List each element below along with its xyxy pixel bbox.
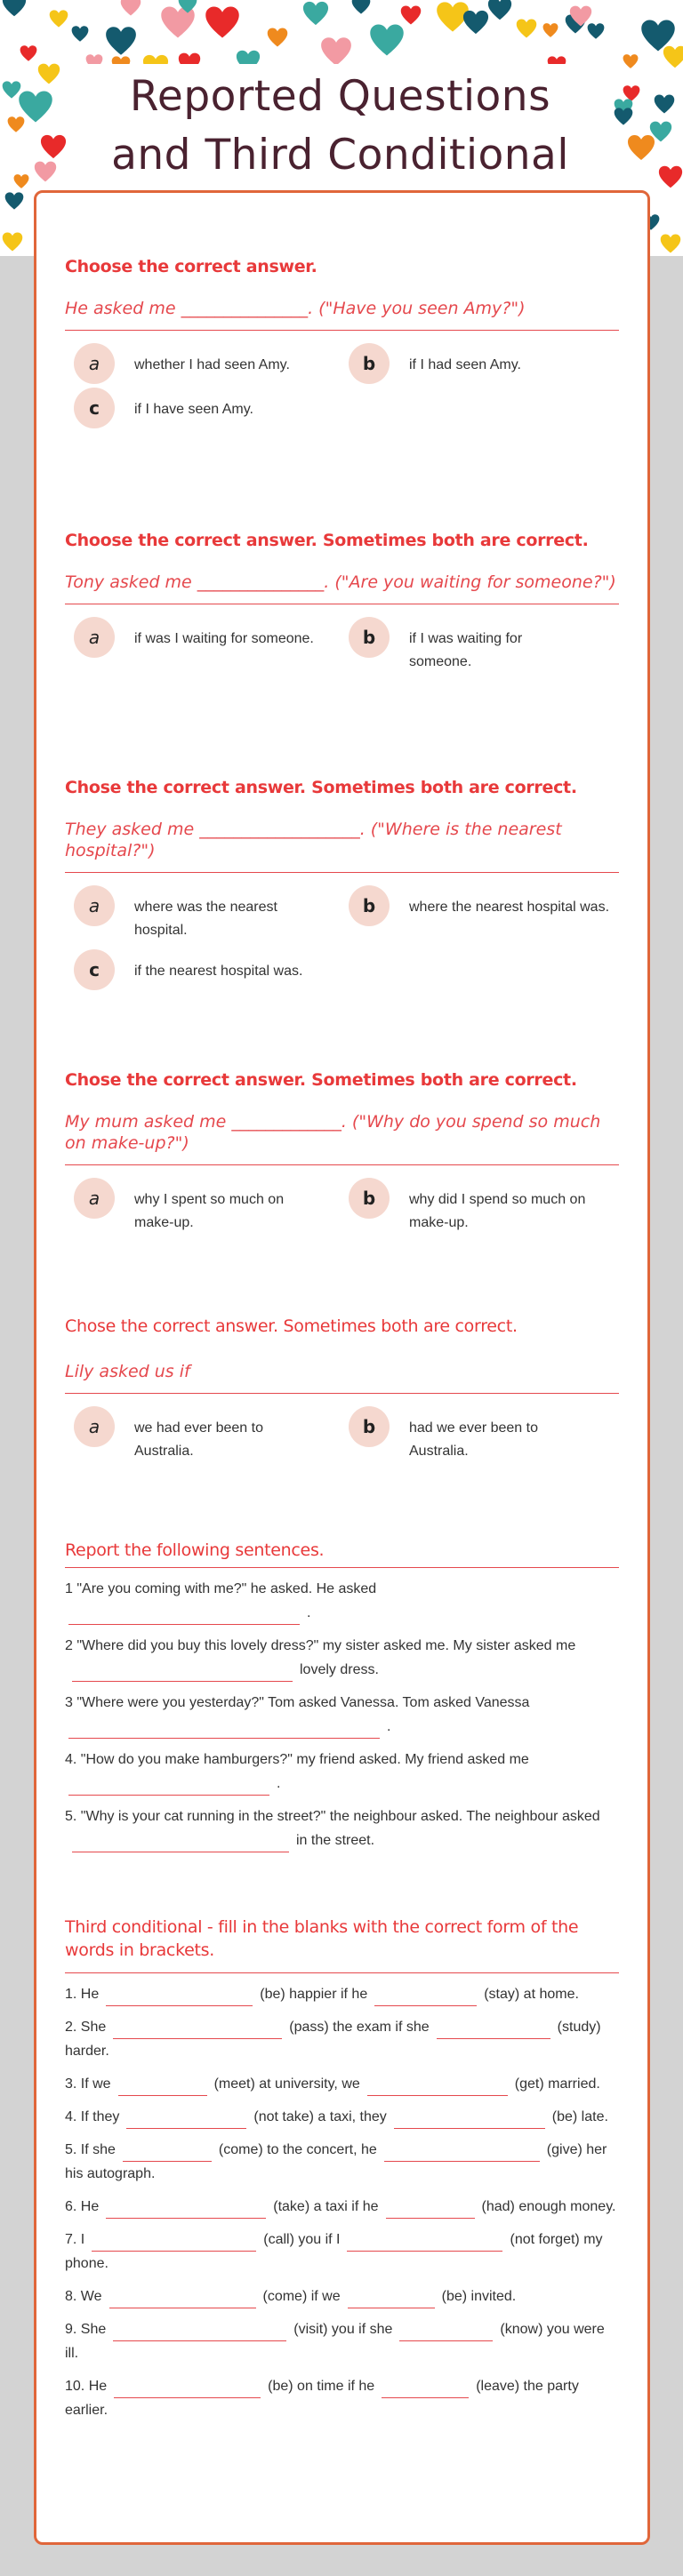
report-item-3 <box>65 1691 619 1739</box>
conditional-item-5 <box>65 2138 619 2186</box>
heart-icon <box>40 133 67 160</box>
mc-section-5 <box>65 1316 619 1460</box>
heart-icon <box>2 0 27 18</box>
answer-blank[interactable] <box>72 1835 289 1852</box>
item-text: (pass) the exam if she <box>289 2020 430 2035</box>
option-text: if the nearest hospital was. <box>134 964 303 979</box>
heart-icon <box>71 25 89 43</box>
heart-icon <box>7 116 25 133</box>
option-text: if I have seen Amy. <box>134 402 253 417</box>
section-title: Chose the correct answer. Sometimes both are correct. <box>65 778 577 797</box>
report-item-1 <box>65 1577 619 1625</box>
item-text: (be) late. <box>551 2109 608 2124</box>
item-text: 7. I <box>65 2232 85 2247</box>
option-text: if I had seen Amy. <box>409 357 521 372</box>
item-text: 4. If they <box>65 2109 120 2124</box>
question-text: Tony asked me _______________. ("Are you waiting for someone?") <box>65 572 619 604</box>
item-text: (get) married. <box>514 2076 600 2092</box>
page-title-line-1: Reported Questions <box>129 72 551 121</box>
answer-blank[interactable] <box>113 2021 282 2039</box>
item-text: 5. If she <box>65 2142 116 2157</box>
item-text: 8. We <box>65 2289 102 2304</box>
item-text: 1. He <box>65 1987 100 2002</box>
item-text: (had) enough money. <box>481 2199 616 2214</box>
item-text: (not forget) my phone. <box>65 2232 603 2271</box>
options <box>65 343 619 432</box>
answer-blank[interactable] <box>68 1607 300 1625</box>
report-item-2 <box>65 1634 619 1682</box>
option-letter-badge[interactable]: a <box>74 1406 115 1447</box>
conditional-item-3 <box>65 2072 619 2096</box>
answer-blank[interactable] <box>114 2380 261 2398</box>
heart-icon <box>267 27 288 48</box>
heart-icon <box>2 231 23 252</box>
heart-icon <box>20 44 37 62</box>
report-item-5 <box>65 1804 619 1852</box>
answer-blank[interactable] <box>386 2201 475 2219</box>
conditional-item-6 <box>65 2195 619 2219</box>
option-letter-badge[interactable]: c <box>74 388 115 428</box>
question-text: They asked me ___________________. ("Where is the nearest hospital?") <box>65 819 619 873</box>
answer-blank[interactable] <box>384 2144 540 2162</box>
question-text: He asked me _______________. ("Have you seen Amy?") <box>65 298 619 331</box>
answer-blank[interactable] <box>113 2324 286 2341</box>
option-letter-badge[interactable]: a <box>74 343 115 384</box>
conditional-item-2 <box>65 2015 619 2063</box>
option-text: where was the nearest hospital. <box>134 900 277 938</box>
answer-blank[interactable] <box>399 2324 493 2341</box>
item-text: 6. He <box>65 2199 100 2214</box>
heart-icon <box>205 4 240 40</box>
report-item-end: . <box>387 1719 391 1734</box>
answer-blank[interactable] <box>118 2078 207 2096</box>
item-text: 9. She <box>65 2322 107 2337</box>
heart-icon <box>369 22 405 58</box>
item-text: (visit) you if she <box>293 2322 393 2337</box>
mc-section-1 <box>65 257 619 432</box>
mc-section-3 <box>65 778 619 992</box>
heart-icon <box>587 22 605 40</box>
item-text: (not take) a taxi, they <box>253 2109 387 2124</box>
item-text: (stay) at home. <box>484 1987 579 2002</box>
item-text: 3. If we <box>65 2076 111 2092</box>
option-letter-badge[interactable]: a <box>74 1178 115 1219</box>
heart-icon <box>351 0 371 15</box>
section-title: Chose the correct answer. Sometimes both are correct. <box>65 1070 577 1090</box>
heart-icon <box>400 4 422 26</box>
mc-section-4 <box>65 1070 619 1231</box>
report-item-text: 2 "Where did you buy this lovely dress?" my sister asked me. My sister asked me <box>65 1638 576 1653</box>
heart-icon <box>542 22 558 38</box>
answer-blank[interactable] <box>348 2291 435 2308</box>
item-text: (take) a taxi if he <box>273 2199 379 2214</box>
heart-icon <box>660 233 681 254</box>
item-text: (be) on time if he <box>268 2379 375 2394</box>
report-item-end: lovely dress. <box>300 1662 379 1677</box>
report-item-4 <box>65 1748 619 1796</box>
options <box>65 1406 619 1460</box>
conditional-item-4 <box>65 2105 619 2129</box>
item-text: (give) her his autograph. <box>65 2142 607 2181</box>
page-title-line-2: and Third Conditional <box>111 131 569 180</box>
answer-blank[interactable] <box>106 2201 266 2219</box>
item-text: (be) invited. <box>441 2289 517 2304</box>
report-item-text: 4. "How do you make hamburgers?" my friend asked. My friend asked me <box>65 1752 529 1767</box>
answer-blank[interactable] <box>374 1988 477 2006</box>
answer-blank[interactable] <box>123 2144 212 2162</box>
question-text: Lily asked us if <box>65 1361 619 1394</box>
option-text: we had ever been to Australia. <box>134 1420 263 1459</box>
report-item-text: 1 "Are you coming with me?" he asked. He asked <box>65 1581 377 1596</box>
answer-blank[interactable] <box>109 2291 256 2308</box>
answer-blank[interactable] <box>72 1664 293 1682</box>
heart-icon <box>516 18 537 39</box>
options <box>65 1178 619 1231</box>
heart-icon <box>120 0 141 17</box>
options <box>65 617 619 670</box>
answer-blank[interactable] <box>382 2380 469 2398</box>
report-item-text: 3 "Where were you yesterday?" Tom asked Vanessa. Tom asked Vanessa <box>65 1695 530 1710</box>
option-letter-badge[interactable]: a <box>74 617 115 658</box>
item-text: (study) harder. <box>65 2020 601 2059</box>
conditional-section <box>65 1916 619 2431</box>
answer-blank[interactable] <box>367 2078 508 2096</box>
option-letter-badge[interactable]: c <box>74 949 115 990</box>
report-item-text: 5. "Why is your cat running in the street?" the neighbour asked. The neighbour asked <box>65 1809 600 1824</box>
mc-section-2 <box>65 531 619 670</box>
report-item-end: . <box>277 1776 281 1791</box>
conditional-items <box>65 1982 619 2422</box>
heart-icon <box>178 0 197 14</box>
option-text: where the nearest hospital was. <box>409 900 610 915</box>
option-text: why I spent so much on make-up. <box>134 1192 285 1230</box>
conditional-item-8 <box>65 2284 619 2308</box>
heart-icon <box>658 164 683 189</box>
heart-icon <box>105 25 137 57</box>
item-text: (come) if we <box>262 2289 341 2304</box>
report-section <box>65 1540 619 1861</box>
heart-icon <box>654 93 675 115</box>
option-text: if I was waiting for someone. <box>409 631 523 669</box>
item-text: (call) you if I <box>263 2232 341 2247</box>
heart-icon <box>614 107 633 126</box>
option-letter-badge[interactable]: b <box>349 1406 390 1447</box>
answer-blank[interactable] <box>394 2111 545 2129</box>
option-text: whether I had seen Amy. <box>134 357 290 372</box>
report-items <box>65 1577 619 1852</box>
section-title: Report the following sentences. <box>65 1540 619 1568</box>
heart-icon <box>627 133 655 162</box>
item-text: (come) to the concert, he <box>218 2142 377 2157</box>
section-title: Third conditional - fill in the blanks with the correct form of the words in brackets. <box>65 1916 619 1973</box>
heart-icon <box>34 160 57 183</box>
answer-blank[interactable] <box>126 2111 246 2129</box>
item-text: 10. He <box>65 2379 108 2394</box>
option-letter-badge[interactable]: b <box>349 885 390 926</box>
heart-icon <box>302 0 329 27</box>
option-letter-badge[interactable]: b <box>349 343 390 384</box>
section-title: Chose the correct answer. Sometimes both are correct. <box>65 1316 518 1336</box>
report-item-end: . <box>307 1605 311 1620</box>
item-text: (leave) the party earlier. <box>65 2379 579 2418</box>
answer-blank[interactable] <box>92 2234 256 2252</box>
option-letter-badge[interactable]: b <box>349 617 390 658</box>
heart-icon <box>37 62 60 85</box>
answer-blank[interactable] <box>347 2234 502 2252</box>
conditional-item-9 <box>65 2317 619 2365</box>
section-title: Choose the correct answer. <box>65 257 317 276</box>
heart-icon <box>487 0 512 21</box>
conditional-item-1 <box>65 1982 619 2006</box>
item-text: (know) you were ill. <box>65 2322 605 2361</box>
conditional-item-10 <box>65 2374 619 2422</box>
report-item-end: in the street. <box>296 1833 375 1848</box>
option-text: had we ever been to Australia. <box>409 1420 538 1459</box>
item-text: (meet) at university, we <box>213 2076 360 2092</box>
heart-icon <box>320 36 352 68</box>
heart-icon <box>4 191 24 211</box>
conditional-item-7 <box>65 2228 619 2276</box>
answer-blank[interactable] <box>68 1721 380 1739</box>
answer-blank[interactable] <box>106 1988 253 2006</box>
option-letter-badge[interactable]: b <box>349 1178 390 1219</box>
heart-icon <box>462 9 489 36</box>
option-letter-badge[interactable]: a <box>74 885 115 926</box>
worksheet-card <box>34 190 650 2545</box>
question-text: My mum asked me _____________. ("Why do you spend so much on make-up?") <box>65 1111 619 1165</box>
heart-icon <box>623 53 639 69</box>
options <box>65 885 619 992</box>
item-text: (be) happier if he <box>260 1987 368 2002</box>
item-text: 2. She <box>65 2020 107 2035</box>
heart-icon <box>663 44 683 69</box>
heart-icon <box>13 173 29 189</box>
answer-blank[interactable] <box>68 1778 269 1796</box>
option-text: why did I spend so much on make-up. <box>409 1192 586 1230</box>
section-title: Choose the correct answer. Sometimes both are correct. <box>65 531 589 550</box>
heart-icon <box>49 9 68 28</box>
answer-blank[interactable] <box>437 2021 550 2039</box>
option-text: if was I waiting for someone. <box>134 631 314 646</box>
title-box <box>67 64 614 194</box>
